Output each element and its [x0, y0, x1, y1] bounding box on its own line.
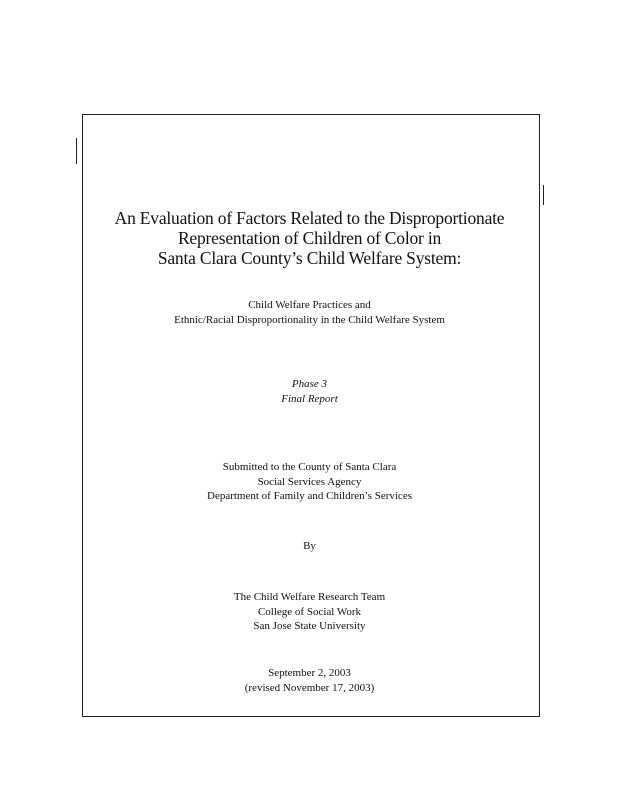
report-subtitle-line-2: Ethnic/Racial Disproportionality in the Child Welfare System	[174, 314, 445, 326]
scan-mark-left	[76, 138, 77, 164]
report-date-original: September 2, 2003	[268, 667, 351, 679]
author-team-line-2: College of Social Work	[257, 605, 362, 618]
report-phase-number: Phase 3	[291, 378, 328, 390]
submitted-to-line-2: Social Services Agency	[257, 475, 362, 488]
scan-mark-right	[543, 185, 544, 205]
report-title-line-3: Santa Clara County’s Child Welfare System:	[157, 248, 462, 268]
author-team-line-1: The Child Welfare Research Team	[233, 591, 386, 603]
author-team-line-3: San Jose State University	[253, 620, 366, 632]
submitted-to	[0, 460, 619, 504]
report-title-line-1: An Evaluation of Factors Related to the Disproportionate	[114, 208, 505, 228]
report-phase	[0, 377, 619, 407]
report-subtitle	[0, 298, 619, 328]
by-label: By	[303, 540, 316, 552]
submitted-to-line-3: Department of Family and Children’s Services	[207, 490, 412, 502]
report-date-revised: (revised November 17, 2003)	[244, 681, 375, 694]
submitted-to-line-1: Submitted to the County of Santa Clara	[222, 461, 397, 473]
report-subtitle-line-1: Child Welfare Practices and	[248, 299, 371, 311]
report-phase-label: Final Report	[281, 393, 338, 405]
report-date	[0, 666, 619, 695]
author-team	[0, 590, 619, 634]
report-title-line-2: Representation of Children of Color in	[177, 228, 442, 248]
report-title	[0, 208, 619, 268]
